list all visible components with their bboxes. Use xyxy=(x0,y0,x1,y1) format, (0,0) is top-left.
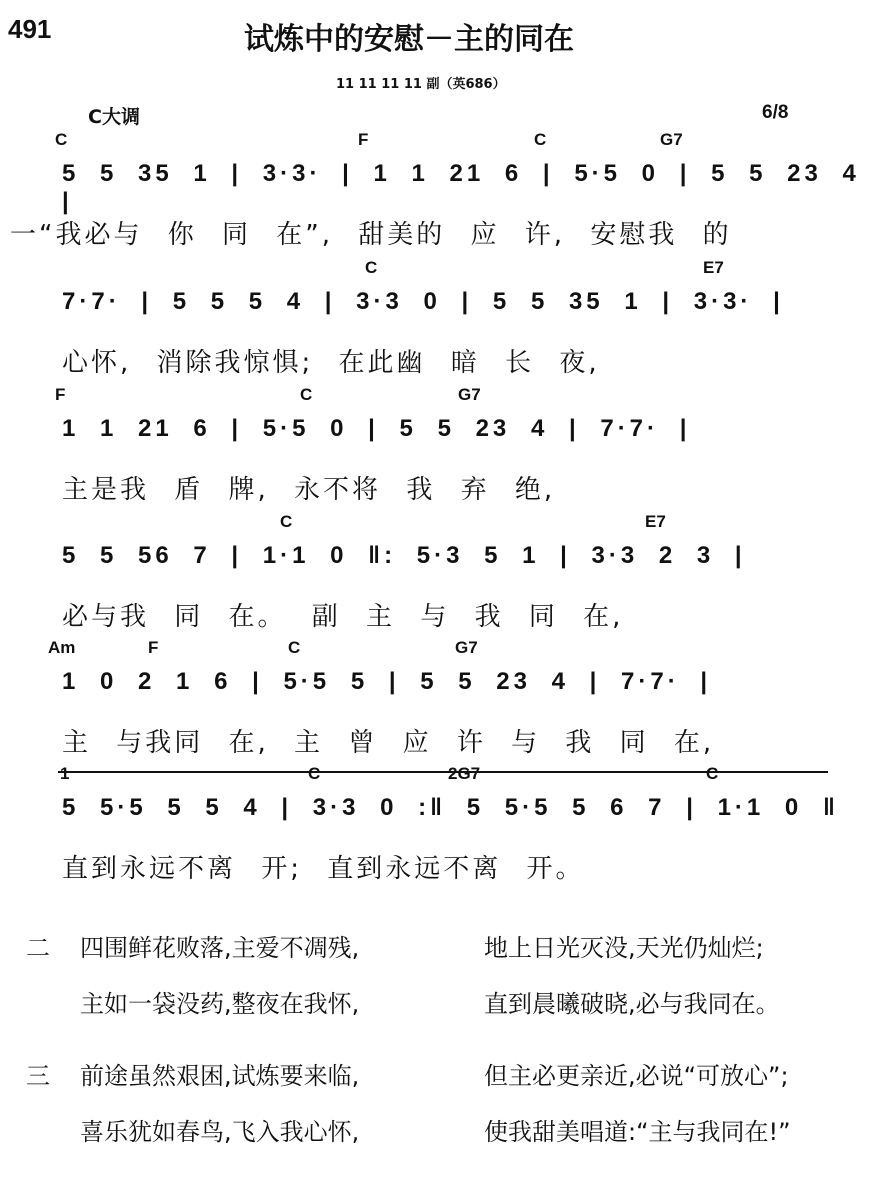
volta-bracket xyxy=(58,771,828,774)
verse-number: 二 xyxy=(26,934,50,962)
verse-text: 主如一袋没药,整夜在我怀, xyxy=(80,990,360,1018)
notation-line: 5 5 56 7 | 1·1 0 ‖: 5·3 5 1 | 3·3 2 3 | xyxy=(62,542,746,569)
verse-text: 但主必更亲近,必说“可放心”; xyxy=(484,1062,789,1090)
lyric-line: 必与我 同 在。 副 主 与 我 同 在, xyxy=(62,602,624,632)
score-line xyxy=(0,764,885,890)
key-signature: C大调 xyxy=(88,106,140,128)
score-line xyxy=(0,385,885,511)
chord-symbol: C xyxy=(300,385,313,404)
meter-subtitle: 11 11 11 11 副（英686） xyxy=(336,77,506,92)
chord-symbol: 2G7 xyxy=(448,764,481,783)
chord-symbol: G7 xyxy=(660,130,683,149)
chord-symbol: C xyxy=(288,638,301,657)
notation-line: 5 5 35 1 | 3·3· | 1 1 21 6 | 5·5 0 | 5 5 23 4 | xyxy=(62,160,860,215)
chord-symbol: F xyxy=(55,385,66,404)
score-line xyxy=(0,638,885,764)
chord-symbol: Am xyxy=(48,638,76,657)
chord-symbol: E7 xyxy=(703,258,724,277)
chord-symbol: F xyxy=(148,638,159,657)
notation-line: 1 0 2 1 6 | 5·5 5 | 5 5 23 4 | 7·7· | xyxy=(62,668,712,695)
time-signature: 6/8 xyxy=(762,102,789,123)
lyric-line: 直到永远不离 开; 直到永远不离 开。 xyxy=(62,854,585,884)
chord-symbol: C xyxy=(534,130,547,149)
chord-symbol: E7 xyxy=(645,512,666,531)
verse-text: 地上日光灭没,天光仍灿烂; xyxy=(484,934,764,962)
chord-symbol: C xyxy=(55,130,68,149)
chord-symbol: 1 xyxy=(60,764,70,783)
verse-text: 喜乐犹如春鸟,飞入我心怀, xyxy=(80,1118,360,1146)
lyric-line: 主 与我同 在, 主 曾 应 许 与 我 同 在, xyxy=(62,728,715,758)
notation-line: 1 1 21 6 | 5·5 0 | 5 5 23 4 | 7·7· | xyxy=(62,415,691,442)
notation-line: 5 5·5 5 5 4 | 3·3 0 :‖ 5 5·5 5 6 7 | 1·1 0 ‖ xyxy=(62,794,839,821)
notation-line: 7·7· | 5 5 5 4 | 3·3 0 | 5 5 35 1 | 3·3· | xyxy=(62,288,784,315)
verse-text: 前途虽然艰困,试炼要来临, xyxy=(80,1062,360,1090)
lyric-line: 一“我必与 你 同 在”, 甜美的 应 许, 安慰我 的 xyxy=(10,220,732,250)
chord-symbol: G7 xyxy=(458,385,481,404)
verse-text: 直到晨曦破晓,必与我同在。 xyxy=(484,990,780,1018)
lyric-line: 心怀, 消除我惊惧; 在此幽 暗 长 夜, xyxy=(62,348,600,378)
verse-text: 使我甜美唱道:“主与我同在!” xyxy=(484,1118,791,1146)
lyric-line: 主是我 盾 牌, 永不将 我 弃 绝, xyxy=(62,475,556,505)
hymn-number: 491 xyxy=(8,14,52,44)
chord-symbol: C xyxy=(280,512,293,531)
chord-symbol: F xyxy=(358,130,369,149)
score-line xyxy=(0,512,885,638)
score-line xyxy=(0,258,885,384)
chord-symbol: C xyxy=(365,258,378,277)
score-line xyxy=(0,130,885,256)
verse-number: 三 xyxy=(26,1062,50,1090)
verse-text: 四围鲜花败落,主爱不凋残, xyxy=(80,934,360,962)
chord-symbol: G7 xyxy=(455,638,478,657)
chord-symbol: C xyxy=(308,764,321,783)
page-title: 试炼中的安慰－主的同在 xyxy=(244,22,574,57)
chord-symbol: C xyxy=(706,764,719,783)
